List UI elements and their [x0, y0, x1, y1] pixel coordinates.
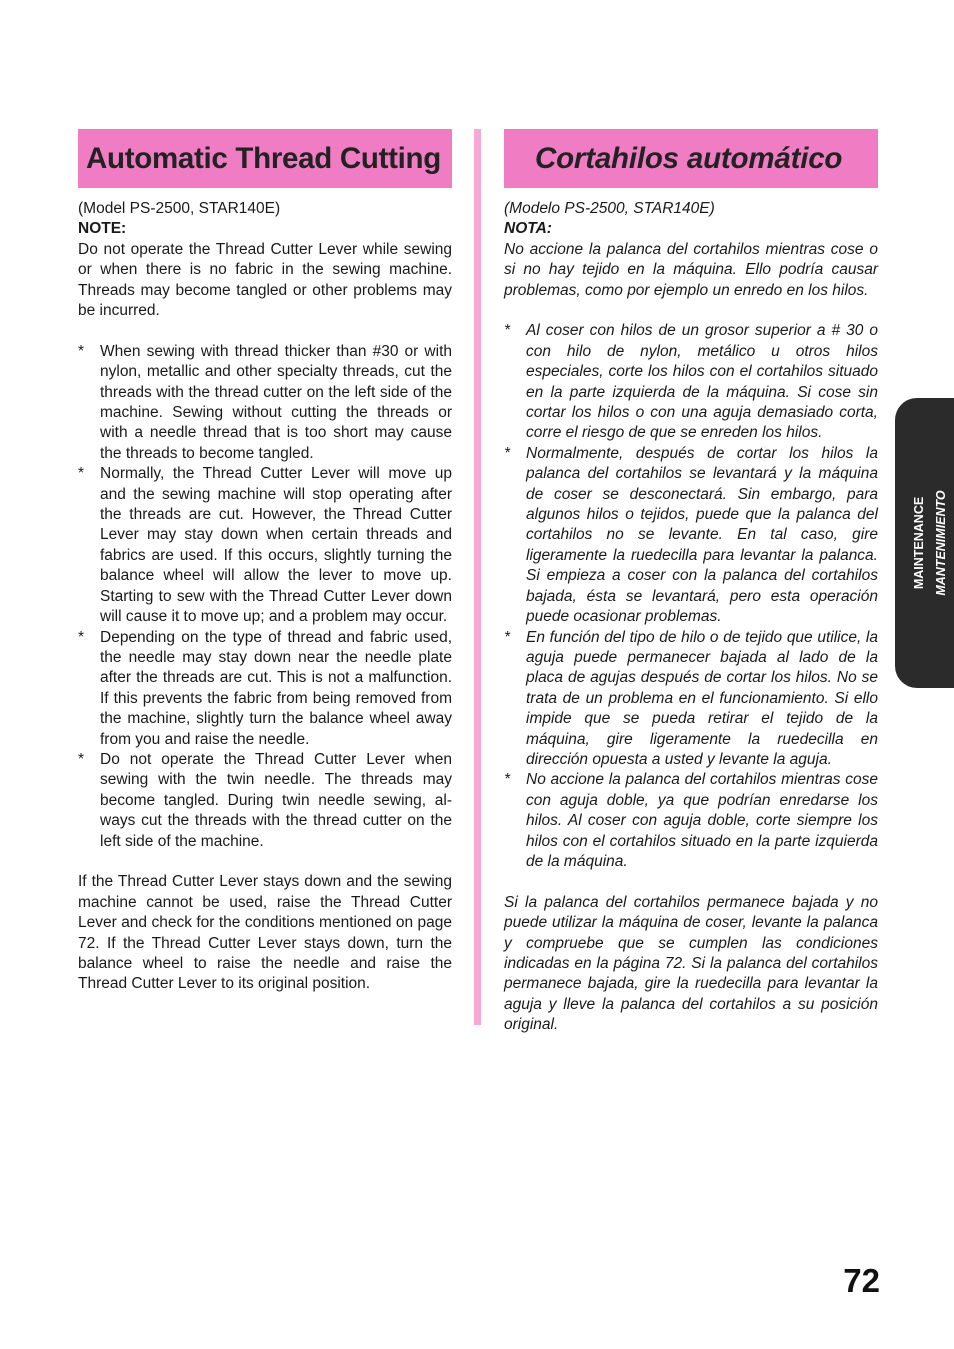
list-item: * No accione la palanca del cortahilos mientras cose con aguja doble, ya que podrían enredarse los hilos. Al coser con aguja doble, corte siempre los hilos con el cortahilos situado en la parte izquierda de la máquina. — [504, 771, 878, 870]
section-tab-label-en: MAINTENANCE — [912, 496, 926, 590]
bullet-marker: * — [78, 342, 85, 360]
section-tab-label-es: MANTENIMIENTO — [934, 490, 948, 596]
english-note-label: NOTE: — [78, 220, 127, 238]
spanish-column — [504, 129, 878, 1036]
english-title-bar — [78, 129, 452, 188]
page-number: 72 — [843, 1262, 880, 1299]
english-column — [78, 129, 452, 995]
list-item: * Depending on the type of thread and fabric used, the needle may stay down near the needle plate after the threads are cut. This is not a malfunction. If this prevents the fabric from being removed from the machine, slightly turn the balance wheel away from you and raise the needle. — [78, 628, 452, 748]
list-item: * Normally, the Thread Cutter Lever will move up and the sewing machine will stop operating after the threads are cut. However, the Thread Cutter Lever may stay down when certain threads and fabrics are used. If this occurs, slightly turning the balance wheel will allow the lever to move up. Starting to sew with the Thread Cutter Lever down will cause it to move up; and a problem may occur. — [78, 465, 452, 626]
bullet-marker: * — [78, 750, 85, 768]
english-bullet-list — [78, 342, 452, 852]
list-item: * En función del tipo de hilo o de tejido que utilice, la aguja puede permanecer bajada al lado de la placa de agujas después de cortar los hilos. No se trata de un problema en el funcionamiento. Si ello impide que se pueda retirar el tejido de la máquina, gire ligeramente la ruedecilla en dirección opuesta a usted y levante la aguja. — [504, 628, 878, 768]
bullet-marker: * — [504, 771, 511, 789]
section-tab-labels — [908, 490, 952, 595]
spanish-bullet-list — [504, 321, 878, 872]
spanish-note-text: No accione la palanca del cortahilos mientras cose o si no hay tejido en la máquina. Ello podría causar problemas, como por ejemplo un enredo en los hilos. — [504, 240, 878, 299]
column-divider — [474, 129, 481, 1025]
spanish-closing: Si la palanca del cortahilos permanece bajada y no puede utilizar la máquina de coser, levante la palanca y compruebe que se cumplen las condiciones indicadas en la página 72. Si la palanca del cortahilos permanece bajada, gire la ruedecilla para levantar la aguja y lleve la palanca del cortahilos a su posición original. — [504, 893, 878, 1034]
list-item: * Al coser con hilos de un grosor superior a # 30 o con hilo de nylon, metálico u otros hilos especiales, corte los hilos con el cortahilos situado en la parte izquierda de la máquina. Si cose sin cortar los hilos o con una aguja demasiado corta, corre el riesgo de que se enreden los hilos. — [504, 322, 878, 442]
bullet-marker: * — [78, 465, 85, 483]
spanish-body — [504, 199, 878, 1036]
english-note-text: Do not operate the Thread Cutter Lever while sewing or when there is no fabric in the sewing machine. Threads may become tangled or other problems may be incurred. — [78, 240, 452, 320]
section-tab — [895, 398, 954, 688]
bullet-marker: * — [78, 628, 85, 646]
list-item: * When sewing with thread thicker than #30 or with nylon, metallic and other specialty threads, cut the threads with the thread cutter on the left side of the machine. Sewing without cutting the threads or with a needle thread that is too short may cause the threads to become tangled. — [78, 342, 452, 462]
english-closing: If the Thread Cutter Lever stays down and the sewing machine cannot be used, raise the Thread Cutter Lever and check for the conditions mentioned on page 72. If the Thread Cutter Lever stays down, turn the balance wheel to raise the needle and raise the Thread Cutter Lever to its original position. — [78, 873, 452, 993]
list-item: * Do not operate the Thread Cutter Lever when sewing with the twin needle. The threads may become tangled. During twin needle sewing, al-ways cut the threads with the thread cutter on the left side of the machine. — [78, 750, 452, 850]
english-body — [78, 199, 452, 995]
bullet-marker: * — [504, 444, 511, 462]
spanish-title-bar — [504, 129, 878, 188]
english-model: (Model PS-2500, STAR140E) — [78, 200, 281, 217]
spanish-model: (Modelo PS-2500, STAR140E) — [504, 200, 715, 217]
list-item: * Normalmente, después de cortar los hilos la palanca del cortahilos se levantará y la máquina de coser se desconectará. Sin embargo, para algunos hilos o tejidos, puede que la palanca del cortahilos no se levante. En tal caso, gire ligeramente la ruedecilla para levantar la palanca. Si empieza a coser con la palanca del cortahilos bajada, ésta se levantará, pero esta operación puede ocasionar problemas. — [504, 444, 878, 626]
bullet-marker: * — [504, 322, 511, 340]
spanish-note-label: NOTA: — [504, 220, 552, 238]
english-title: Automatic Thread Cutting — [86, 141, 441, 175]
spanish-title: Cortahilos automático — [535, 141, 843, 175]
bullet-marker: * — [504, 628, 511, 646]
